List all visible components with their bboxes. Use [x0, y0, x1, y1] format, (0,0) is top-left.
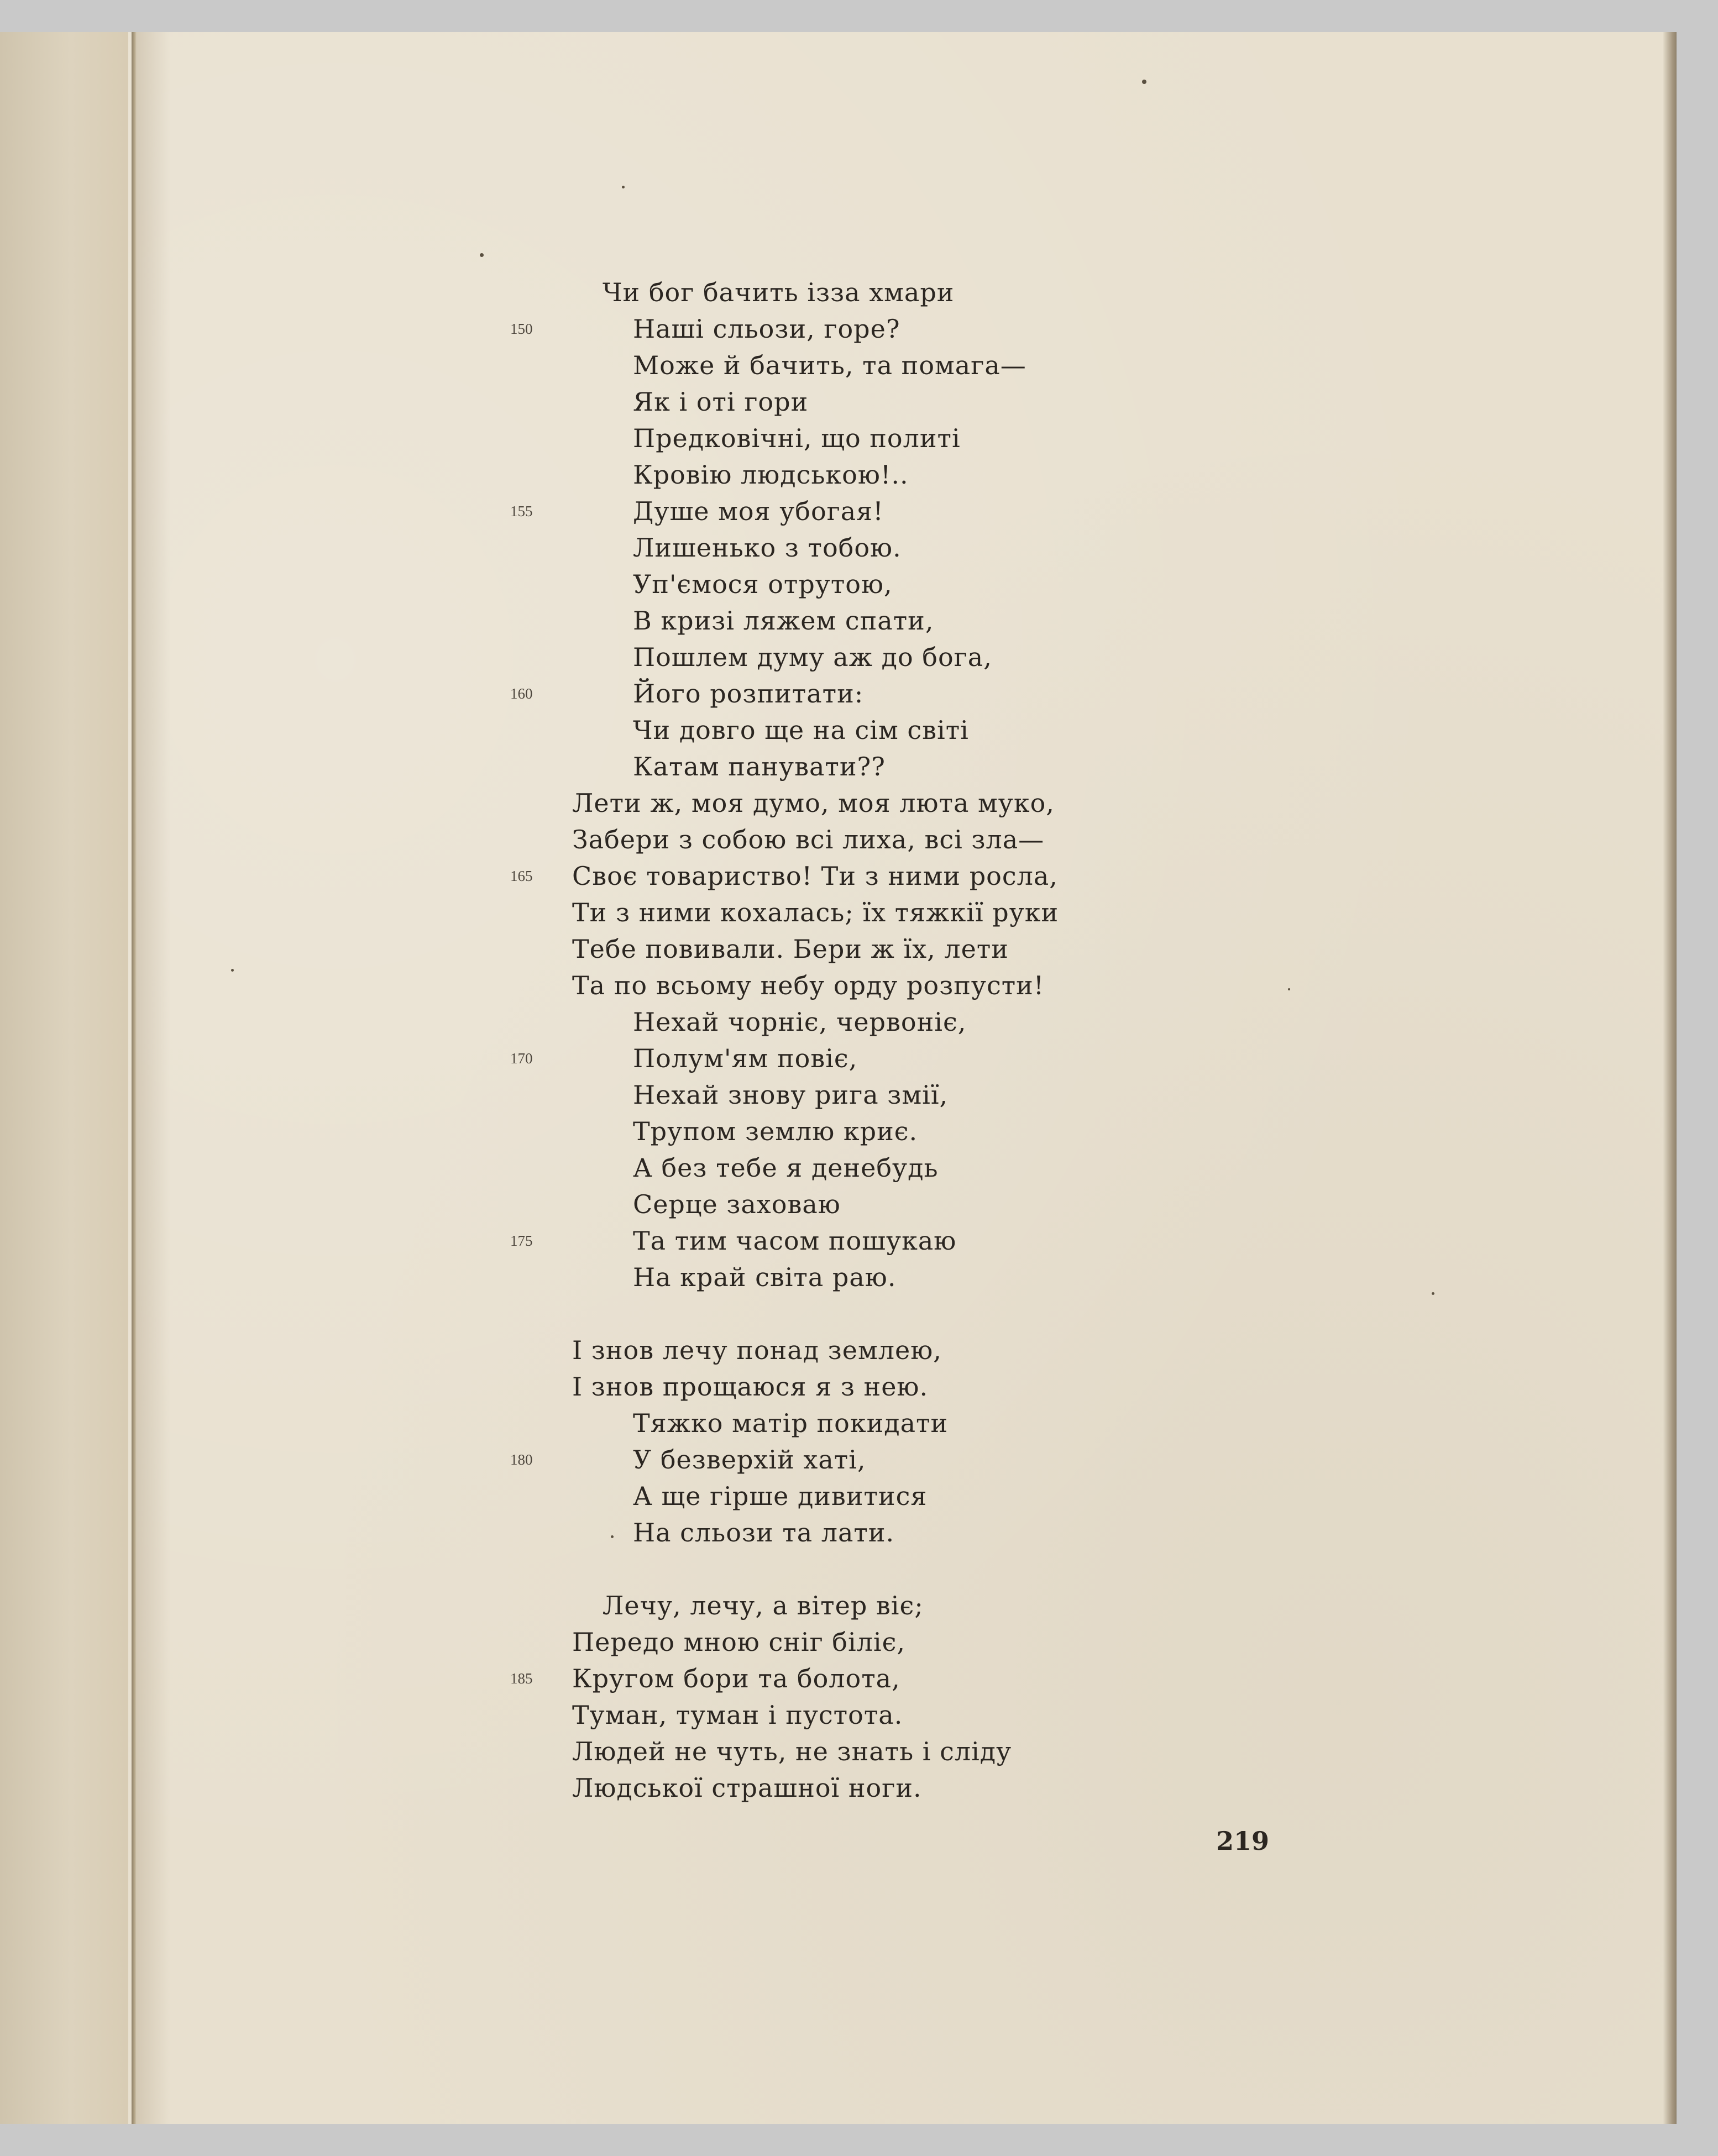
poem-line: Серце заховаю — [633, 1189, 841, 1219]
poem-line: Ти з ними кохалась; їх тяжкії руки — [572, 898, 1059, 927]
poem-line: Туман, туман і пустота. — [572, 1700, 903, 1730]
paper-speck — [480, 253, 484, 257]
poem-line: Чи довго ще на сім світі — [633, 715, 969, 745]
poem-line: Пошлем думу аж до бога, — [633, 642, 992, 672]
line-number: 155 — [510, 503, 533, 520]
poem-line: Тяжко матір покидати — [633, 1408, 949, 1438]
poem-line: 170 Полум'ям повіє, — [572, 1040, 1059, 1077]
right-page-edge — [1663, 32, 1677, 2124]
poem-line: 150 Наші сльози, горе? — [572, 311, 1059, 347]
line-number: 180 — [510, 1451, 533, 1468]
line-number: 175 — [510, 1232, 533, 1249]
poem-line: Лечу, лечу, а вітер віє; — [603, 1591, 924, 1620]
poem-line: Забери з собою всі лиха, всі зла— — [572, 825, 1045, 854]
poem-line: 175 Та тим часом пошукаю — [572, 1223, 1059, 1259]
poem-line: Нехай знову рига змії, — [633, 1080, 949, 1110]
poem-line: Трупом землю криє. — [633, 1116, 918, 1146]
poem-line: Уп'ємося отрутою, — [633, 569, 893, 599]
book-binding — [132, 32, 137, 2124]
line-number: 165 — [510, 868, 533, 884]
line-number: 185 — [510, 1670, 533, 1687]
poem-line: Як і оті гори — [633, 387, 809, 417]
poem-line: Чи бог бачить ізза хмари — [603, 277, 955, 307]
poem-line: 155 Душе моя убогая! — [572, 493, 1059, 529]
paper-speck — [1142, 80, 1146, 84]
poem-line: Катам панувати?? — [633, 752, 886, 781]
poem-line: Нехай чорніє, червоніє, — [633, 1007, 967, 1037]
poem-line: Та по всьому небу орду розпусти! — [572, 971, 1045, 1000]
book-page — [0, 32, 1677, 2124]
poem-line: Людської страшної ноги. — [572, 1773, 922, 1803]
poem-line: Лети ж, моя думо, моя люта муко, — [572, 788, 1055, 818]
poem-line: 180 У безверхій хаті, — [572, 1441, 1059, 1478]
poem-line: На сльози та лати. — [633, 1518, 895, 1548]
poem-line: Передо мною сніг біліє, — [572, 1627, 906, 1657]
poem-line: 160 Його розпитати: — [572, 675, 1059, 712]
left-page-edge — [0, 32, 128, 2124]
page-number: 219 — [1216, 1826, 1270, 1856]
poem-line: Тебе повивали. Бери ж їх, лети — [572, 934, 1009, 964]
poem-line: Може й бачить, та помага— — [633, 350, 1026, 380]
paper-speck — [231, 969, 234, 972]
poem-text — [510, 274, 1059, 1806]
line-number: 160 — [510, 685, 533, 702]
paper-speck — [1432, 1292, 1434, 1295]
poem-line: На край світа раю. — [633, 1262, 897, 1292]
line-number: 150 — [510, 321, 533, 337]
poem-line: Кровію людською!.. — [633, 460, 909, 490]
poem-line: 165 Своє товариство! Ти з ними росла, — [572, 858, 1059, 894]
poem-line: А без тебе я денебудь — [633, 1153, 939, 1183]
poem-line: І знов лечу понад землею, — [572, 1335, 942, 1365]
paper-speck — [622, 186, 625, 188]
poem-line: В кризі ляжем спати, — [633, 606, 934, 636]
line-number: 170 — [510, 1050, 533, 1067]
poem-line: 185 Кругом бори та болота, — [572, 1660, 1059, 1697]
poem-line: А ще гірше дивитися — [633, 1481, 928, 1511]
poem-line: Людей не чуть, не знать і сліду — [572, 1737, 1012, 1766]
poem-line: Предковічні, що политі — [633, 423, 961, 453]
poem-line: Лишенько з тобою. — [633, 533, 902, 563]
poem-line: І знов прощаюся я з нею. — [572, 1372, 929, 1402]
paper-speck — [1288, 988, 1290, 990]
binding-shadow — [137, 32, 170, 2124]
